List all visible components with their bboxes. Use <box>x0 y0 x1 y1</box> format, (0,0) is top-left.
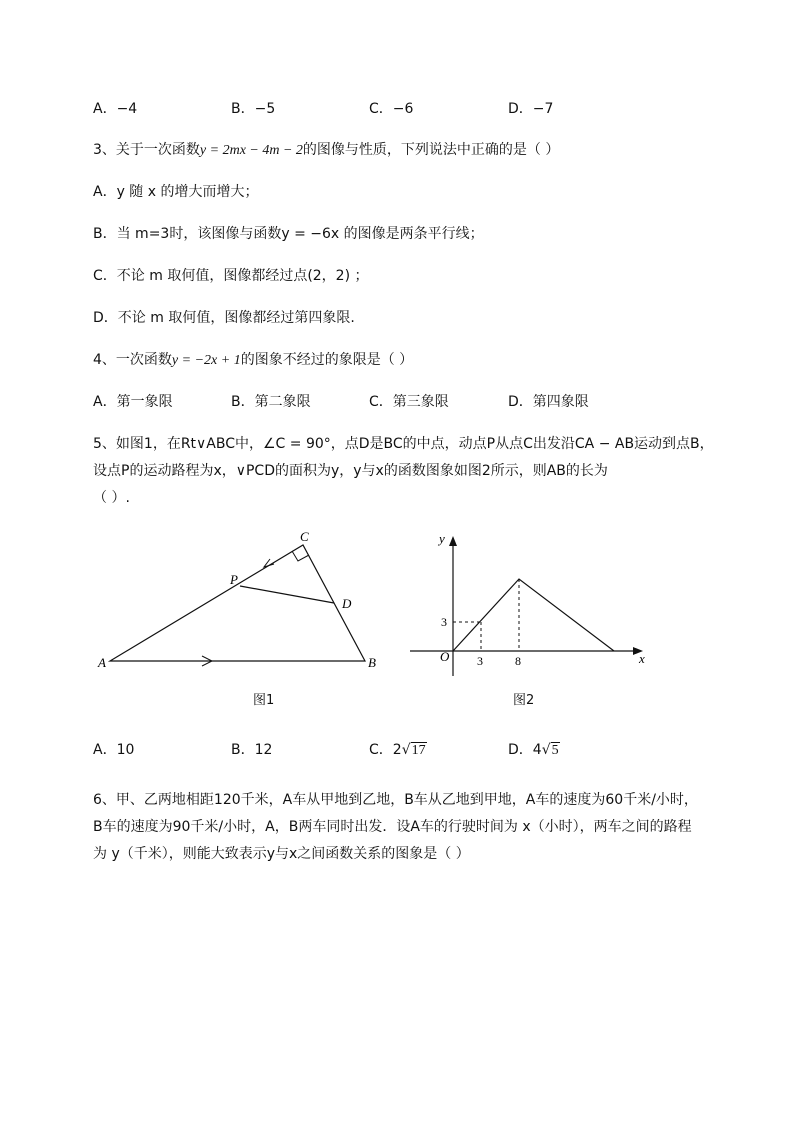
sqrt-sign: √ <box>541 742 551 758</box>
q5-option-c-prefix: C．2 <box>369 742 402 758</box>
q4-stem-math: y = −2x + 1 <box>171 353 241 368</box>
q6-line-1: 6、甲、乙两地相距120千米，A车从甲地到乙地，B车从乙地到甲地，A车的速度为60千米/小时， <box>93 792 698 808</box>
q5-line-3: （ ）. <box>93 490 130 506</box>
q6-line-2: B车的速度为90千米/小时，A，B两车同时出发．设A车的行驶时间为 x（小时），两车之间的路程 <box>93 819 692 835</box>
q4-option-b: B．第二象限 <box>231 394 311 410</box>
q5-option-d-radicand: 5 <box>551 743 559 758</box>
label-c: C <box>300 529 309 544</box>
q5-option-b: B．12 <box>231 742 273 758</box>
q5-line-2: 设点P的运动路程为x，∨PCD的面积为y，y与x的函数图象如图2所示，则AB的长为 <box>93 463 608 479</box>
label-b: B <box>368 655 376 670</box>
q3-option-c: C．不论 m 取何值，图像都经过点(2，2) ； <box>93 268 369 284</box>
y-axis-arrow <box>449 536 457 546</box>
figure-2-caption: 图2 <box>513 693 535 708</box>
q5-line-1: 5、如图1，在Rt∨ABC中，∠C = 90°，点D是BC的中点，动点P从点C出发沿CA − AB运动到点B， <box>93 436 714 452</box>
tick-x-8: 8 <box>515 654 521 668</box>
q3-option-d: D．不论 m 取何值，图像都经过第四象限. <box>93 310 355 326</box>
q5-option-d <box>508 740 560 761</box>
q3-stem-pre: 3、关于一次函数 <box>93 142 200 158</box>
tick-y-3: 3 <box>441 615 447 629</box>
q3-stem-post: 的图像与性质，下列说法中正确的是（ ） <box>302 142 560 158</box>
q5-option-c-radicand: 17 <box>411 743 426 758</box>
q3-stem-math: y = 2mx − 4m − 2 <box>199 143 303 158</box>
q5-option-a: A．10 <box>93 742 135 758</box>
label-x-axis: x <box>639 651 645 666</box>
label-origin: O <box>440 649 450 664</box>
figure-1-triangle <box>90 528 390 678</box>
q4-stem-post: 的图象不经过的象限是（ ） <box>240 352 414 368</box>
q3-option-b: B．当 m=3时，该图像与函数y = −6x 的图像是两条平行线； <box>93 226 484 242</box>
q5-option-d-prefix: D．4 <box>508 742 542 758</box>
q4-option-d: D．第四象限 <box>508 394 589 410</box>
label-y-axis: y <box>439 531 445 546</box>
q2-option-c: C．−6 <box>369 101 414 117</box>
q2-option-d: D．−7 <box>508 101 554 117</box>
q2-option-b: B．−5 <box>231 101 276 117</box>
figure-1-caption: 图1 <box>253 693 275 708</box>
triangle-abc <box>110 545 365 661</box>
q4-stem-pre: 4、一次函数 <box>93 352 172 368</box>
tick-x-3: 3 <box>477 654 483 668</box>
function-graph <box>453 579 614 651</box>
label-a: A <box>98 655 106 670</box>
q4-option-c: C．第三象限 <box>369 394 449 410</box>
q6-line-3: 为 y（千米），则能大致表示y与x之间函数关系的图象是（ ） <box>93 846 470 862</box>
q5-option-c <box>369 740 427 761</box>
sqrt-sign: √ <box>401 742 411 758</box>
q4-option-a: A．第一象限 <box>93 394 173 410</box>
segment-pd <box>240 586 334 603</box>
figure-2-graph <box>405 528 655 678</box>
q3-stem <box>93 140 559 161</box>
q3-option-a: A．y 随 x 的增大而增大； <box>93 184 259 200</box>
q2-option-a: A．−4 <box>93 101 138 117</box>
label-p: P <box>230 572 238 587</box>
q4-stem <box>93 350 413 371</box>
label-d: D <box>342 596 352 611</box>
